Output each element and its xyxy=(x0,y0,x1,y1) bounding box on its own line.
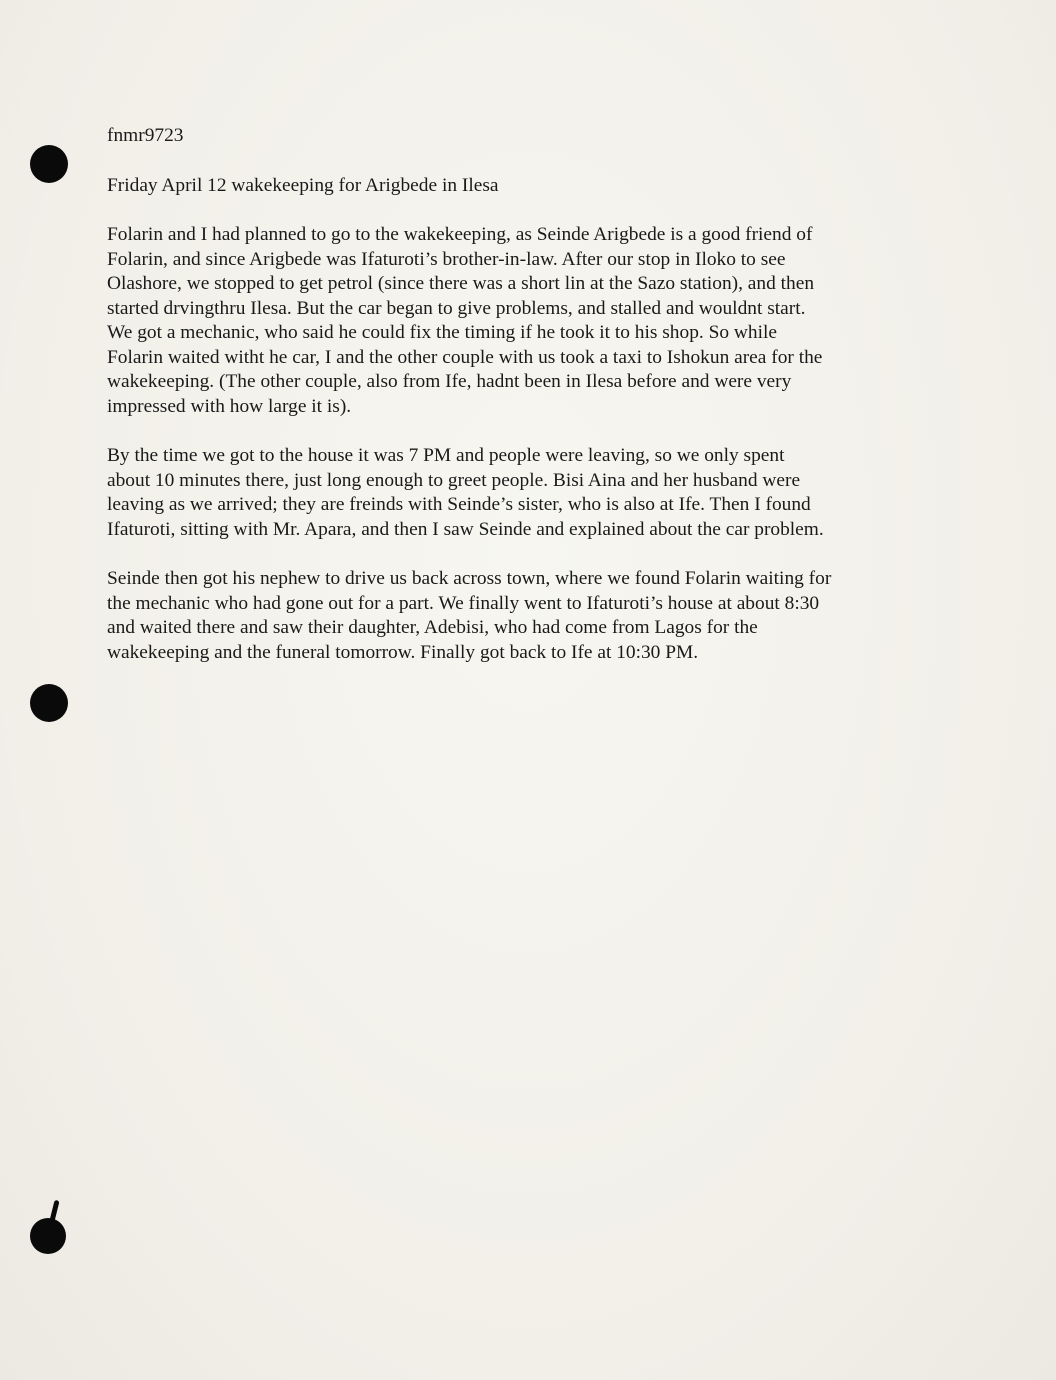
paragraph-line: about 10 minutes there, just long enough to greet people. Bisi Aina and her husband were xyxy=(107,469,801,491)
paragraph-line: Folarin waited witht he car, I and the other couple with us took a taxi to Ishokun area for the xyxy=(107,346,823,368)
paragraph-line: impressed with how large it is). xyxy=(107,395,352,417)
paragraph-2 xyxy=(107,444,937,542)
paragraph-line: and waited there and saw their daughter, Adebisi, who had come from Lagos for the xyxy=(107,617,758,638)
paragraph-line: wakekeeping and the funeral tomorrow. Finally got back to Ife at 10:30 PM. xyxy=(107,641,699,663)
document-heading: Friday April 12 wakekeeping for Arigbede in Ilesa xyxy=(107,174,499,196)
paragraph-line: the mechanic who had gone out for a part. We finally went to Ifaturoti’s house at about 8:30 xyxy=(107,592,820,614)
paragraph-line: Ifaturoti, sitting with Mr. Apara, and then I saw Seinde and explained about the car problem. xyxy=(107,518,824,540)
paragraph-line: By the time we got to the house it was 7 PM and people were leaving, so we only spent xyxy=(107,445,785,466)
paragraph-line: Folarin and I had planned to go to the wakekeeping, as Seinde Arigbede is a good friend of xyxy=(107,224,813,245)
paragraph-line: Seinde then got his nephew to drive us back across town, where we found Folarin waiting for xyxy=(107,568,832,589)
paragraph-line: Olashore, we stopped to get petrol (since there was a short lin at the Sazo station), and then xyxy=(107,273,815,294)
punch-hole-bottom xyxy=(30,1218,66,1254)
punch-hole-top xyxy=(30,145,68,183)
paragraph-line: leaving as we arrived; they are freinds with Seinde’s sister, who is also at Ife. Then I found xyxy=(107,494,811,515)
paragraph-1 xyxy=(107,223,937,419)
punch-hole-middle xyxy=(30,684,68,722)
document-body xyxy=(107,124,937,665)
paragraph-line: started drvingthru Ilesa. But the car began to give problems, and stalled and wouldnt start. xyxy=(107,297,806,319)
paragraph-line: We got a mechanic, who said he could fix the timing if he took it to his shop. So while xyxy=(107,322,777,343)
paragraph-line: Folarin, and since Arigbede was Ifaturoti’s brother-in-law. After our stop in Iloko to see xyxy=(107,248,786,270)
paragraph-3 xyxy=(107,567,937,665)
paragraph-line: wakekeeping. (The other couple, also from Ife, hadnt been in Ilesa before and were very xyxy=(107,371,792,392)
document-id: fnmr9723 xyxy=(107,125,184,146)
